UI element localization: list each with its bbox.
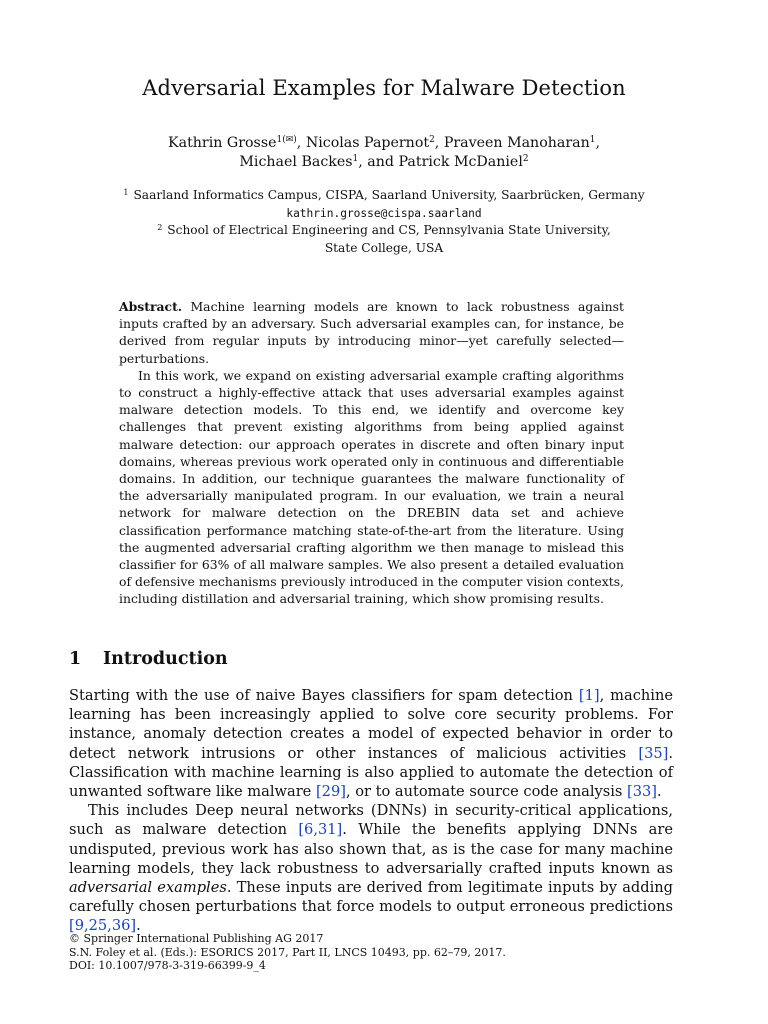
intro-paragraph-2: This includes Deep neural networks (DNNs) in security-critical applications, such as malware detection [6,31]. While the benefits applying DNNs are undisputed, previous work has also shown that, as is the case for many machine learning models, they lack robustness to adversarially crafted inputs known as adversarial examples. These inputs are derived from legitimate inputs by adding carefully chosen perturbations that force models to output erroneous predictions [9,25,36]. bbox=[69, 802, 673, 935]
citation-link[interactable]: [9,25,36] bbox=[69, 917, 137, 935]
affiliations bbox=[60, 187, 708, 257]
citation-link[interactable]: [1] bbox=[578, 687, 600, 704]
introduction-text bbox=[69, 686, 673, 936]
abstract-paragraph-2: In this work, we expand on existing adversarial example crafting algorithms to construct a highly-effective attack that uses adversarial examples against malware detection models. To this end, we identify and overcome key challenges that prevent existing algorithms from being applied against malware detection: our approach operates in discrete and often binary input domains, whereas previous work operated only in continuous and differentiable domains. In addition, our technique guarantees the malware functionality of the adversarially manipulated program. In our evaluation, we train a neural network for malware detection on the DREBIN data set and achieve classification performance matching state-of-the-art from the literature. Using the augmented adversarial crafting algorithm we then manage to mislead this classifier for 63% of all malware samples. We also present a detailed evaluation of defensive mechanisms previously introduced in the computer vision contexts, including distillation and adversarial training, which show promising results. bbox=[119, 367, 624, 607]
doi-line[interactable]: DOI: 10.1007/978-3-319-66399-9_4 bbox=[69, 959, 266, 972]
section-title: Introduction bbox=[103, 649, 228, 669]
author-affiliation-mark: 1 bbox=[589, 135, 596, 145]
author-affiliation-mark: 2 bbox=[522, 154, 529, 164]
paper-title: Adversarial Examples for Malware Detection bbox=[142, 76, 626, 100]
author-name: Kathrin Grosse bbox=[168, 135, 277, 151]
abstract-paragraph-1: Abstract. Machine learning models are known to lack robustness against inputs crafted by an adversary. Such adversarial examples can, for instance, be derived from regular inputs by introducing minor—yet carefully selected—perturbations. bbox=[119, 299, 624, 366]
author-name: Michael Backes bbox=[239, 154, 353, 170]
author-affiliation-mark: 2 bbox=[429, 135, 435, 145]
author-name: Patrick McDaniel bbox=[398, 154, 523, 170]
affiliation-2-cont: State College, USA bbox=[324, 240, 444, 255]
author-affiliation-mark: 1(✉) bbox=[276, 135, 297, 145]
citation-link[interactable]: [6,31] bbox=[298, 821, 343, 839]
proceedings-line: S.N. Foley et al. (Eds.): ESORICS 2017, Part II, LNCS 10493, pp. 62–79, 2017. bbox=[69, 945, 506, 959]
citation-link[interactable]: [35] bbox=[638, 744, 669, 762]
abstract-label: Abstract. bbox=[119, 299, 183, 314]
citation-link[interactable]: [33] bbox=[627, 783, 657, 801]
author-name: Nicolas Papernot bbox=[305, 135, 430, 151]
affiliation-1: $^1$ Saarland Informatics Campus, CISPA, Saarland University, Saarbrücken, Germany bbox=[123, 188, 645, 202]
author-line-1: Kathrin Grosse$^{1(✉)}$, Nicolas Papernot$^2$, Praveen Manoharan$^1$, bbox=[168, 135, 600, 151]
author-line-2: Michael Backes$^1$, and Patrick McDaniel$^2$ bbox=[239, 154, 529, 170]
section-heading bbox=[69, 649, 228, 669]
author-name: Praveen Manoharan bbox=[443, 135, 590, 151]
emphasized-term: adversarial examples bbox=[69, 879, 227, 897]
citation-link[interactable]: [29] bbox=[315, 783, 346, 801]
author-affiliation-mark: 1 bbox=[352, 154, 359, 164]
publication-footer bbox=[69, 932, 506, 973]
intro-paragraph-1: Starting with the use of naive Bayes classifiers for spam detection [1], machine learning has been increasingly applied to solve core security problems. For instance, anomaly detection creates a model of expected behavior in order to detect network intrusions or other instances of malicious activities [35]. Classification with machine learning is also applied to automate the detection of unwanted software like malware [29], or to automate source code analysis [33]. bbox=[69, 687, 674, 801]
section-number: 1 bbox=[69, 649, 82, 669]
copyright-line: © Springer International Publishing AG 2017 bbox=[69, 932, 324, 945]
author-list bbox=[0, 134, 768, 172]
corresponding-email[interactable]: kathrin.grosse@cispa.saarland bbox=[286, 206, 482, 220]
affiliation-2: $^2$ School of Electrical Engineering and CS, Pennsylvania State University, bbox=[157, 223, 611, 237]
abstract bbox=[119, 298, 624, 608]
